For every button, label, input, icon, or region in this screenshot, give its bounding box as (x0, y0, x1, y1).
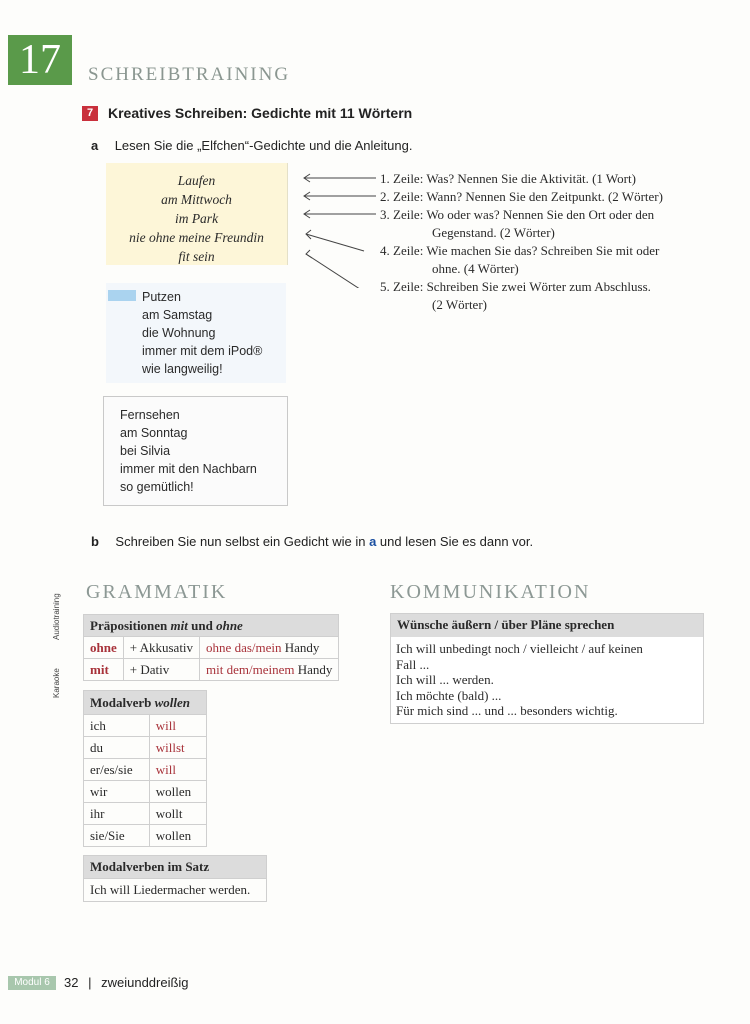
modalverb-table (83, 690, 207, 847)
chapter-number: 17 (8, 35, 72, 85)
poem1-line: Laufen (177, 173, 216, 188)
poem2-line: wie langweilig! (142, 362, 223, 376)
kommunikation-line: Fall ... (396, 656, 430, 672)
instruction-line-1: 1. Zeile: Was? Nennen Sie die Aktivität. (1 Wort) (380, 171, 636, 186)
poem1-line: fit sein (178, 249, 215, 264)
modalverben-satz-table (83, 855, 267, 902)
table-row (84, 825, 207, 847)
example-highlight: mit dem/meinem (206, 661, 295, 677)
section-title: SCHREIBTRAINING (88, 64, 291, 85)
arrow-head-5 (306, 250, 312, 258)
modal-title-text: Modalverb (90, 694, 155, 710)
arrow-line-4 (306, 234, 364, 251)
praep-title-mit: mit (170, 617, 188, 633)
pronoun-cell: ihr (84, 803, 150, 825)
verb-form-cell: wollt (149, 803, 206, 825)
kommunikation-line: Ich will ... werden. (396, 672, 494, 687)
table-row (84, 759, 207, 781)
instruction-line-4: 4. Zeile: Wie machen Sie das? Schreiben Sie mit oder (380, 243, 660, 258)
part-b-text-start: Schreiben Sie nun selbst ein Gedicht wie in (115, 534, 370, 549)
side-tab-karaoke[interactable]: Karaoke (52, 668, 61, 698)
part-a (91, 137, 412, 155)
kommunikation-line: Ich will unbedingt noch / vielleicht / auf keinen (396, 641, 643, 656)
poem3-line: immer mit den Nachbarn (120, 462, 257, 476)
pronoun-cell: ich (84, 715, 150, 737)
part-b-text (115, 534, 533, 549)
poem1-line: im Park (174, 211, 219, 226)
poem3-line: Fernsehen (120, 408, 180, 422)
verb-form-cell: wollen (149, 781, 206, 803)
example-rest: Handy (281, 639, 320, 655)
part-b (91, 533, 533, 551)
praep-title-ohne: ohne (216, 617, 243, 633)
verb-form-cell: wollen (149, 825, 206, 847)
instruction-line-4-cont: ohne. (4 Wörter) (432, 261, 519, 276)
instruction-line-3: 3. Zeile: Wo oder was? Nennen Sie den Ort oder den (380, 207, 655, 222)
praep-title-und: und (187, 617, 217, 633)
table-row (84, 803, 207, 825)
pronoun-cell: sie/Sie (84, 825, 150, 847)
poem2-line: am Samstag (142, 308, 213, 322)
kommunikation-box (390, 613, 704, 724)
poem2-line: immer mit dem iPod® (142, 344, 263, 358)
praep-title-text: Präpositionen (90, 617, 171, 633)
part-a-label: a (91, 138, 99, 153)
example-cell (200, 637, 339, 659)
kommunikation-box-title: Wünsche äußern / über Pläne sprechen (391, 614, 703, 637)
arrow-line-5 (306, 254, 366, 288)
verb-form-cell: will (149, 759, 206, 781)
instruction-line-5-cont: (2 Wörter) (432, 297, 487, 312)
part-a-text: Lesen Sie die „Elfchen“-Gedichte und die Anleitung. (114, 138, 413, 153)
side-tab-audiotraining[interactable]: Audiotraining (52, 593, 61, 640)
instruction-line-5: 5. Zeile: Schreiben Sie zwei Wörter zum Abschluss. (380, 279, 651, 294)
table-row (84, 737, 207, 759)
table-row (84, 781, 207, 803)
verb-form-cell: willst (149, 737, 206, 759)
poem2-line: die Wohnung (142, 326, 216, 340)
poem3-line: am Sonntag (120, 426, 188, 440)
table-row (84, 715, 207, 737)
pronoun-cell: er/es/sie (84, 759, 150, 781)
case-cell: + Akkusativ (123, 637, 199, 659)
modal-title-wollen: wollen (154, 694, 191, 710)
pronoun-cell: wir (84, 781, 150, 803)
module-badge: Modul 6 (8, 976, 56, 990)
side-tabs (52, 590, 72, 710)
instruction-arrows (296, 168, 378, 288)
grammatik-heading: GRAMMATIK (86, 581, 228, 603)
kommunikation-heading: KOMMUNIKATION (390, 581, 591, 603)
page-number-word: zweiunddreißig (101, 975, 189, 990)
praepositionen-title (84, 615, 339, 637)
example-rest: Handy (294, 661, 333, 677)
table-row (84, 659, 339, 681)
prep-cell: mit (84, 659, 124, 681)
pronoun-cell: du (84, 737, 150, 759)
color-swatch (108, 290, 136, 301)
poem1-line: am Mittwoch (161, 192, 232, 207)
part-b-ref: a (369, 534, 377, 549)
modalverben-satz-example: Ich will Liedermacher werden. (84, 879, 267, 902)
instruction-line-3-cont: Gegenstand. (2 Wörter) (432, 225, 555, 240)
verb-form-cell: will (149, 715, 206, 737)
poem3-line: bei Silvia (120, 444, 171, 458)
prep-cell: ohne (84, 637, 124, 659)
part-b-text-end: und lesen Sie es dann vor. (376, 534, 534, 549)
task-title: Kreatives Schreiben: Gedichte mit 11 Wörtern (108, 105, 413, 121)
poem-card-2 (106, 283, 286, 383)
modalverben-satz-title: Modalverben im Satz (84, 856, 267, 879)
task-number-badge: 7 (82, 106, 98, 121)
example-cell (200, 659, 339, 681)
case-cell: + Dativ (123, 659, 199, 681)
page-separator: | (88, 975, 92, 990)
page-number-digits: 32 (64, 975, 79, 990)
table-row (84, 637, 339, 659)
page-number (64, 975, 189, 990)
modalverb-title (84, 691, 207, 715)
poem1-line: nie ohne meine Freundin (129, 230, 264, 245)
poem3-line: so gemütlich! (120, 480, 194, 494)
example-highlight: ohne das/mein (206, 639, 282, 655)
poem-card-3 (103, 396, 288, 506)
poem2-line: Putzen (142, 290, 181, 304)
instruction-line-2: 2. Zeile: Wann? Nennen Sie den Zeitpunkt. (2 Wörter) (380, 189, 663, 204)
kommunikation-line: Ich möchte (bald) ... (396, 687, 502, 703)
poem-card-1 (106, 163, 288, 265)
kommunikation-line: Für mich sind ... und ... besonders wichtig. (396, 703, 618, 718)
praepositionen-table (83, 614, 339, 681)
part-b-label: b (91, 534, 99, 549)
